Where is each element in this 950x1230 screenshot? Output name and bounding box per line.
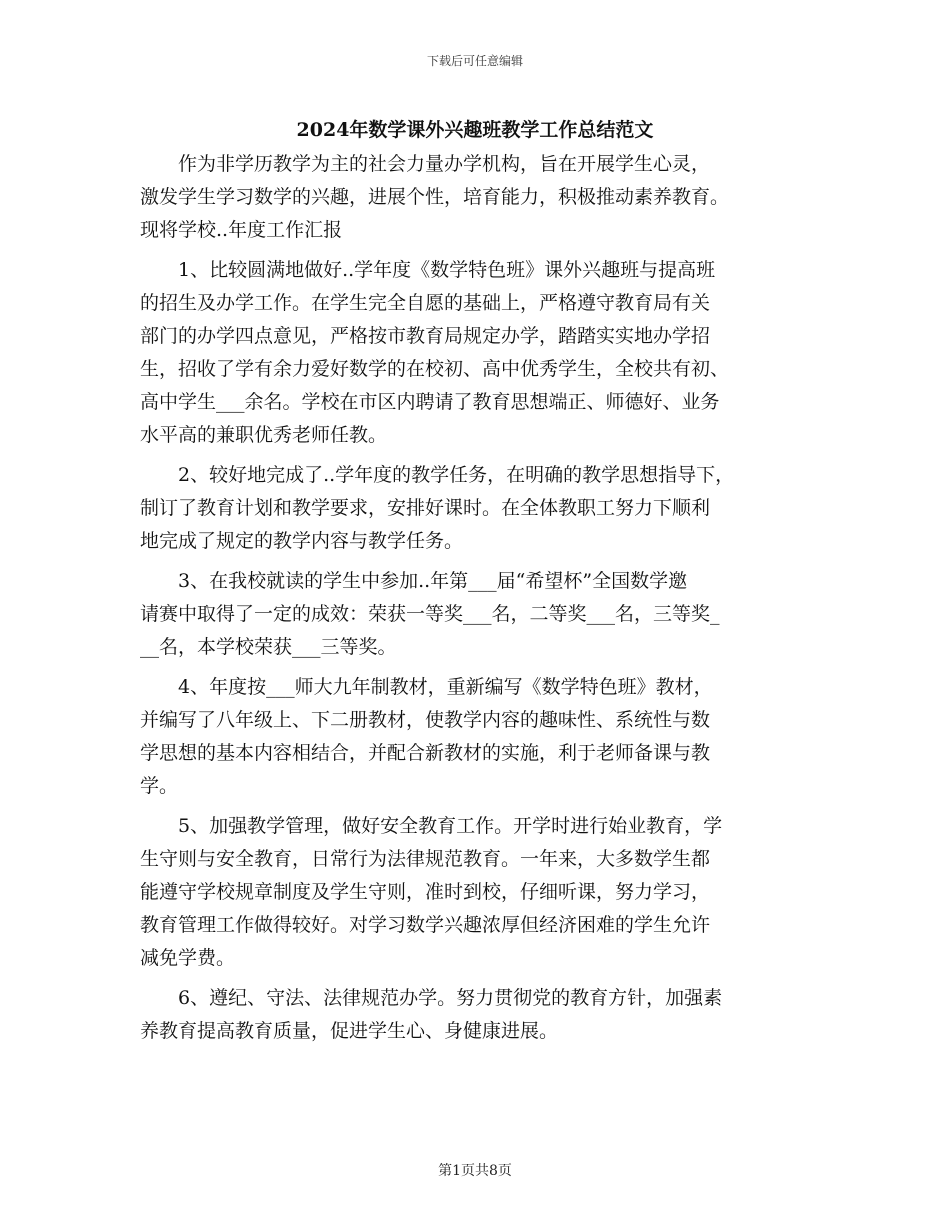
text-line: 减免学费。 bbox=[140, 947, 236, 969]
text-line: 养教育提高教育质量，促进学生心、身健康进展。 bbox=[140, 1020, 559, 1042]
paragraph-intro bbox=[140, 148, 830, 247]
paragraph-item-2 bbox=[140, 459, 830, 558]
text-line: 地完成了规定的教学内容与教学任务。 bbox=[140, 530, 464, 552]
text-line: 制订了教育计划和教学要求，安排好课时。在全体教职工努力下顺利 bbox=[140, 497, 711, 519]
text-line: 3、在我校就读的学生中参加..年第___届“希望杯”全国数学邀 bbox=[178, 570, 688, 592]
text-line: 现将学校..年度工作汇报 bbox=[140, 219, 343, 241]
text-line: 水平高的兼职优秀老师任教。 bbox=[140, 424, 388, 446]
text-line: __名，本学校荣获___三等奖。 bbox=[140, 636, 397, 658]
paragraph-item-6 bbox=[140, 982, 830, 1048]
text-line: 作为非学历教学为主的社会力量办学机构，旨在开展学生心灵， bbox=[178, 153, 711, 175]
text-line: 5、加强教学管理，做好安全教育工作。开学时进行始业教育，学 bbox=[178, 815, 723, 837]
text-line: 生守则与安全教育，日常行为法律规范教育。一年来，大多数学生都 bbox=[140, 848, 711, 870]
text-line: 部门的办学四点意见，严格按市教育局规定办学，踏踏实实地办学招 bbox=[140, 325, 711, 347]
text-line: 请赛中取得了一定的成效：荣获一等奖___名，二等奖___名，三等奖_ bbox=[140, 603, 720, 625]
paragraph-item-3 bbox=[140, 565, 830, 664]
text-line: 学。 bbox=[140, 775, 179, 797]
text-line: 生，招收了学有余力爱好数学的在校初、高中优秀学生，全校共有初、 bbox=[140, 358, 730, 380]
paragraph-item-5 bbox=[140, 810, 830, 975]
text-line: 的招生及办学工作。在学生完全自愿的基础上，严格遵守教育局有关 bbox=[140, 292, 711, 314]
text-line: 并编写了八年级上、下二册教材，使教学内容的趣味性、系统性与数 bbox=[140, 709, 711, 731]
page-number-footer: 第1页共8页 bbox=[438, 1163, 512, 1179]
header-note: 下载后可任意编辑 bbox=[426, 54, 523, 68]
text-line: 高中学生___余名。学校在市区内聘请了教育思想端正、师德好、业务 bbox=[140, 391, 720, 413]
text-line: 6、遵纪、守法、法律规范办学。努力贯彻党的教育方针，加强素 bbox=[178, 987, 723, 1009]
text-line: 教育管理工作做得较好。对学习数学兴趣浓厚但经济困难的学生允许 bbox=[140, 914, 711, 936]
paragraph-item-4 bbox=[140, 671, 830, 803]
document-title: 2024年数学课外兴趣班教学工作总结范文 bbox=[296, 119, 654, 141]
text-line: 1、比较圆满地做好..学年度《数学特色班》课外兴趣班与提高班 bbox=[178, 259, 716, 281]
text-line: 能遵守学校规章制度及学生守则，准时到校，仔细听课，努力学习， bbox=[140, 881, 711, 903]
text-line: 4、年度按___师大九年制教材，重新编写《数学特色班》教材， bbox=[178, 676, 713, 698]
paragraph-item-1 bbox=[140, 254, 830, 452]
document-body bbox=[140, 148, 830, 1055]
text-line: 2、较好地完成了..学年度的教学任务，在明确的教学思想指导下， bbox=[178, 464, 735, 486]
text-line: 激发学生学习数学的兴趣，进展个性，培育能力，积极推动素养教育。 bbox=[140, 186, 730, 208]
text-line: 学思想的基本内容相结合，并配合新教材的实施，利于老师备课与教 bbox=[140, 742, 711, 764]
